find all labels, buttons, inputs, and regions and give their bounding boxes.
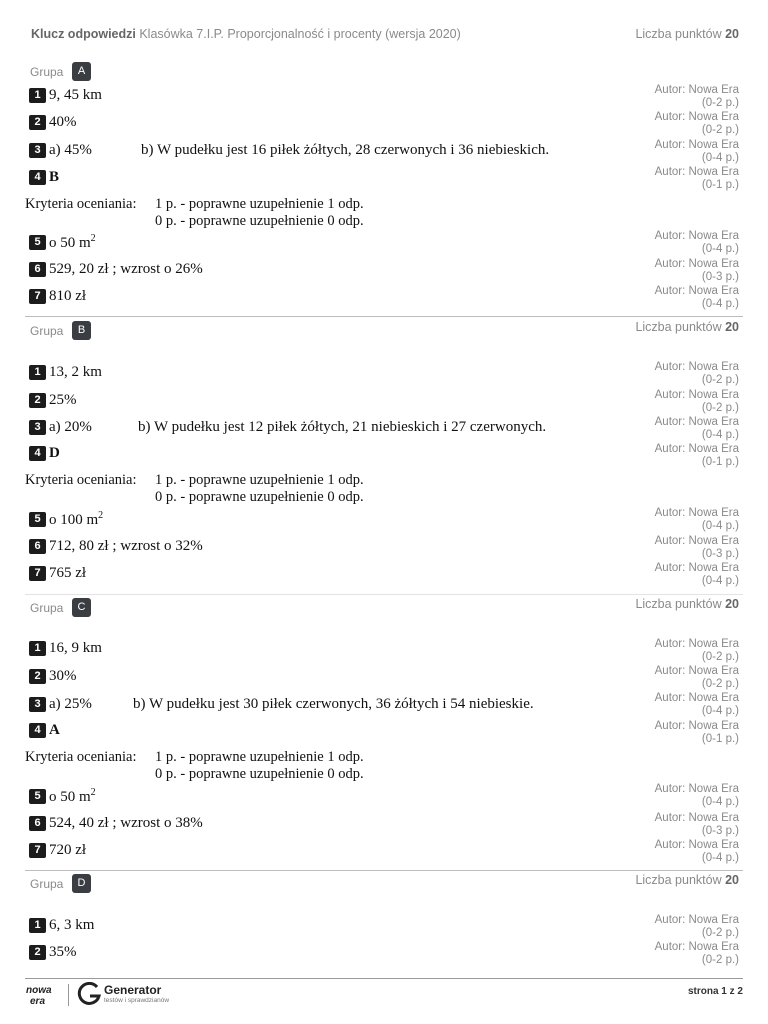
criteria-label: Kryteria oceniania:	[25, 749, 137, 765]
author-info	[579, 941, 739, 967]
answer-text: 810 zł	[49, 288, 87, 305]
points-range: (0-2 p.)	[701, 124, 739, 136]
superscript: 2	[98, 510, 104, 521]
points-value: 20	[725, 27, 739, 41]
points-range: (0-4 p.)	[701, 152, 739, 164]
points-value: 20	[725, 597, 739, 611]
points-range: (0-4 p.)	[701, 298, 739, 310]
group-badge-c: C	[72, 598, 91, 617]
footer-separator	[25, 978, 743, 979]
answer-text: 40%	[49, 114, 77, 131]
author-info	[579, 361, 739, 387]
answer-text: 16, 9 km	[49, 640, 102, 657]
superscript: 2	[90, 233, 96, 244]
points-range: (0-2 p.)	[701, 954, 739, 966]
question-number: 1	[29, 365, 46, 380]
answer-row	[29, 640, 102, 658]
answer-text-a: a) 20%	[49, 419, 92, 436]
group-label: Grupa	[30, 877, 64, 891]
answer-row	[29, 722, 60, 740]
group-label: Grupa	[30, 65, 64, 79]
author-info	[579, 416, 739, 442]
author-info	[579, 507, 739, 533]
points-range: (0-4 p.)	[701, 575, 739, 587]
generator-title: Generator	[104, 983, 162, 997]
answer-text: 529, 20 zł ; wzrost o 26%	[49, 261, 203, 278]
logo-divider	[68, 984, 69, 1006]
author-info	[579, 139, 739, 165]
author: Autor: Nowa Era	[654, 783, 739, 795]
answer-row	[29, 696, 629, 714]
answer-text	[49, 512, 103, 528]
author-info	[579, 258, 739, 284]
author: Autor: Nowa Era	[654, 812, 739, 824]
question-number: 6	[29, 816, 46, 831]
group-points	[635, 320, 739, 334]
answer-text-b: b) W pudełku jest 12 piłek żółtych, 21 niebieskich i 27 czerwonych.	[138, 419, 547, 435]
superscript: 2	[90, 787, 96, 798]
author-info	[579, 84, 739, 110]
points-range: (0-1 p.)	[701, 179, 739, 191]
points-range: (0-4 p.)	[701, 520, 739, 532]
criteria-label: Kryteria oceniania:	[25, 196, 137, 212]
answer-row	[29, 842, 86, 860]
title-rest: Klasówka 7.I.P. Proporcjonalność i procenty (wersja 2020)	[135, 27, 461, 41]
author: Autor: Nowa Era	[654, 839, 739, 851]
question-number: 5	[29, 512, 46, 527]
question-number: 6	[29, 539, 46, 554]
author: Autor: Nowa Era	[654, 535, 739, 547]
answer-row	[29, 565, 86, 583]
answer-text: 30%	[49, 668, 77, 685]
answer-text: 25%	[49, 392, 77, 409]
author: Autor: Nowa Era	[654, 111, 739, 123]
answer-row	[29, 233, 96, 251]
answer-row	[29, 142, 629, 160]
answer-row	[29, 419, 629, 437]
answer-text	[49, 789, 96, 805]
answer-row	[29, 445, 60, 463]
answer-row	[29, 944, 77, 962]
answer-text: 35%	[49, 944, 77, 961]
answer-row	[29, 815, 203, 833]
answer-value: o 100 m	[49, 512, 99, 528]
author-info	[579, 285, 739, 311]
document-title	[31, 27, 471, 41]
author-info	[579, 443, 739, 469]
group-badge-d: D	[72, 874, 91, 893]
answer-row	[29, 538, 203, 556]
answer-row	[29, 169, 59, 187]
author: Autor: Nowa Era	[654, 258, 739, 270]
answer-text: 6, 3 km	[49, 917, 95, 934]
author-info	[579, 111, 739, 137]
author: Autor: Nowa Era	[654, 507, 739, 519]
question-number: 2	[29, 945, 46, 960]
author-info	[579, 812, 739, 838]
author-info	[579, 720, 739, 746]
group-points	[635, 873, 739, 887]
answer-row	[29, 510, 103, 528]
answer-text: 720 zł	[49, 842, 87, 859]
points-range: (0-1 p.)	[701, 456, 739, 468]
author: Autor: Nowa Era	[654, 720, 739, 732]
answer-row	[29, 392, 77, 410]
grading-criteria	[25, 749, 364, 782]
author: Autor: Nowa Era	[654, 443, 739, 455]
group-separator	[25, 594, 743, 595]
author-info	[579, 535, 739, 561]
answer-text-a: a) 45%	[49, 142, 92, 159]
author-info	[579, 692, 739, 718]
question-number: 7	[29, 566, 46, 581]
question-number: 5	[29, 789, 46, 804]
group-badge-a: A	[72, 62, 91, 81]
question-number: 7	[29, 289, 46, 304]
points-range: (0-4 p.)	[701, 852, 739, 864]
author-info	[579, 839, 739, 865]
author: Autor: Nowa Era	[654, 166, 739, 178]
author: Autor: Nowa Era	[654, 416, 739, 428]
author: Autor: Nowa Era	[654, 389, 739, 401]
criteria-line-2: 0 p. - poprawne uzupełnienie 0 odp.	[155, 766, 364, 782]
points-label: Liczba punktów	[635, 597, 722, 611]
author: Autor: Nowa Era	[654, 692, 739, 704]
points-value: 20	[725, 873, 739, 887]
answer-row	[29, 114, 77, 132]
points-range: (0-2 p.)	[701, 678, 739, 690]
author-info	[579, 914, 739, 940]
author-info	[579, 783, 739, 809]
question-number: 3	[29, 143, 46, 158]
points-label: Liczba punktów	[635, 873, 722, 887]
answer-text-b: b) W pudełku jest 30 piłek czerwonych, 36 żółtych i 54 niebieskie.	[133, 696, 534, 712]
answer-text: 9, 45 km	[49, 87, 102, 104]
author: Autor: Nowa Era	[654, 665, 739, 677]
nowa-era-logo	[25, 983, 61, 1007]
answer-value: o 50 m	[49, 789, 91, 805]
points-range: (0-2 p.)	[701, 97, 739, 109]
question-number: 4	[29, 723, 46, 738]
points-range: (0-2 p.)	[701, 402, 739, 414]
answer-text: B	[49, 169, 60, 186]
page-number: strona 1 z 2	[687, 986, 743, 997]
points-range: (0-4 p.)	[701, 796, 739, 808]
author-info	[579, 389, 739, 415]
answer-row	[29, 668, 77, 686]
group-badge-b: B	[72, 321, 91, 340]
answer-row	[29, 87, 102, 105]
points-range: (0-3 p.)	[701, 825, 739, 837]
answer-text: 524, 40 zł ; wzrost o 38%	[49, 815, 203, 832]
points-range: (0-3 p.)	[701, 271, 739, 283]
author: Autor: Nowa Era	[654, 941, 739, 953]
points-label: Liczba punktów	[635, 320, 722, 334]
answer-text: 13, 2 km	[49, 364, 102, 381]
author-info	[579, 166, 739, 192]
criteria-label: Kryteria oceniania:	[25, 472, 137, 488]
question-number: 3	[29, 697, 46, 712]
question-number: 1	[29, 88, 46, 103]
author: Autor: Nowa Era	[654, 914, 739, 926]
logo-nowa-text: nowa	[26, 985, 52, 996]
question-number: 4	[29, 446, 46, 461]
question-number: 2	[29, 669, 46, 684]
question-number: 6	[29, 262, 46, 277]
author: Autor: Nowa Era	[654, 361, 739, 373]
points-range: (0-4 p.)	[701, 705, 739, 717]
generator-g-icon	[77, 982, 103, 1006]
criteria-line-2: 0 p. - poprawne uzupełnienie 0 odp.	[155, 213, 364, 229]
points-range: (0-2 p.)	[701, 927, 739, 939]
group-label: Grupa	[30, 324, 64, 338]
answer-text: A	[49, 722, 60, 739]
answer-text: D	[49, 445, 60, 462]
points-range: (0-1 p.)	[701, 733, 739, 745]
grading-criteria	[25, 196, 364, 229]
points-label: Liczba punktów	[635, 27, 722, 41]
author-info	[579, 638, 739, 664]
points-range: (0-2 p.)	[701, 374, 739, 386]
answer-text: 712, 80 zł ; wzrost o 32%	[49, 538, 203, 555]
title-bold: Klucz odpowiedzi	[31, 27, 136, 41]
points-value: 20	[725, 320, 739, 334]
answer-text	[49, 235, 96, 251]
answer-value: o 50 m	[49, 235, 91, 251]
points-range: (0-4 p.)	[701, 429, 739, 441]
points-range: (0-4 p.)	[701, 243, 739, 255]
question-number: 3	[29, 420, 46, 435]
generator-subtitle: testów i sprawdzianów	[104, 997, 170, 1004]
answer-text: 765 zł	[49, 565, 87, 582]
author-info	[579, 665, 739, 691]
points-range: (0-2 p.)	[701, 651, 739, 663]
logo-era-text: era	[30, 996, 46, 1007]
group-points	[635, 597, 739, 611]
grading-criteria	[25, 472, 364, 505]
question-number: 7	[29, 843, 46, 858]
answer-row	[29, 261, 203, 279]
criteria-line-1: 1 p. - poprawne uzupełnienie 1 odp.	[155, 749, 364, 765]
question-number: 2	[29, 393, 46, 408]
author: Autor: Nowa Era	[654, 84, 739, 96]
criteria-line-2: 0 p. - poprawne uzupełnienie 0 odp.	[155, 489, 364, 505]
author-info	[579, 562, 739, 588]
question-number: 5	[29, 235, 46, 250]
answer-row	[29, 288, 86, 306]
author: Autor: Nowa Era	[654, 285, 739, 297]
question-number: 1	[29, 641, 46, 656]
criteria-line-1: 1 p. - poprawne uzupełnienie 1 odp.	[155, 196, 364, 212]
answer-row	[29, 917, 94, 935]
question-number: 1	[29, 918, 46, 933]
author-info	[579, 230, 739, 256]
author: Autor: Nowa Era	[654, 562, 739, 574]
author: Autor: Nowa Era	[654, 638, 739, 650]
author: Autor: Nowa Era	[654, 230, 739, 242]
group-separator	[25, 316, 743, 317]
points-range: (0-3 p.)	[701, 548, 739, 560]
answer-row	[29, 787, 96, 805]
group-label: Grupa	[30, 601, 64, 615]
question-number: 4	[29, 170, 46, 185]
question-number: 2	[29, 115, 46, 130]
answer-row	[29, 364, 102, 382]
answer-text-a: a) 25%	[49, 696, 92, 713]
author: Autor: Nowa Era	[654, 139, 739, 151]
criteria-line-1: 1 p. - poprawne uzupełnienie 1 odp.	[155, 472, 364, 488]
answer-text-b: b) W pudełku jest 16 piłek żółtych, 28 czerwonych i 36 niebieskich.	[141, 142, 550, 158]
total-points	[635, 27, 739, 41]
group-separator	[25, 870, 743, 871]
